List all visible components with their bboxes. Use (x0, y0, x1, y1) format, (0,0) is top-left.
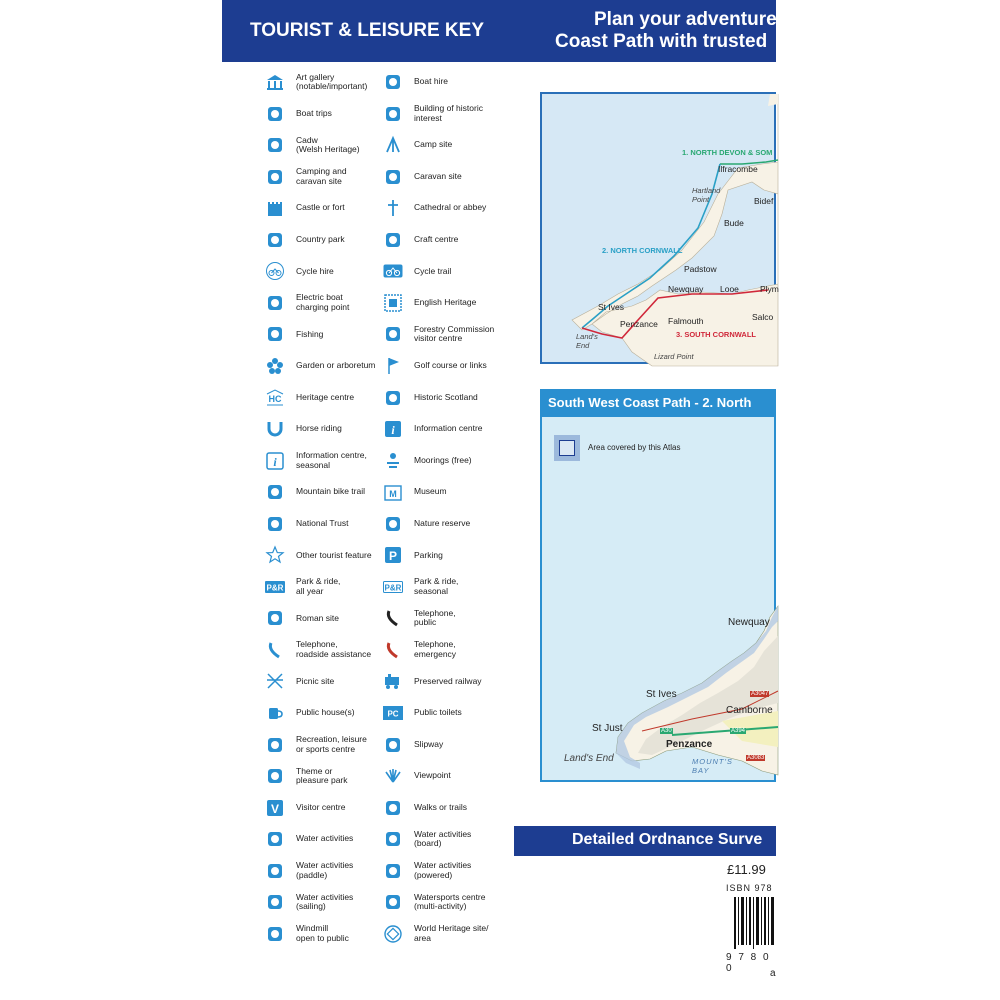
sailing-icon (264, 891, 286, 913)
key-item (264, 383, 354, 413)
key-item-label: Castle or fort (296, 202, 345, 213)
key-item (264, 730, 367, 760)
key-item (264, 319, 323, 349)
svg-text:V: V (270, 801, 280, 816)
barcode-number: 9 7 8 0 0 (726, 952, 771, 974)
key-item-label: Preserved railway (414, 675, 482, 686)
atlas-legend-label: Area covered by this Atlas (588, 443, 681, 452)
key-item-label: Water activities (powered) (414, 860, 472, 880)
key-item (382, 225, 458, 255)
water-board-icon (382, 828, 404, 850)
key-item (264, 446, 367, 476)
key-item-label: Heritage centre (296, 391, 355, 402)
key-item (382, 824, 471, 854)
railway-icon (382, 670, 404, 692)
cadw-icon (264, 134, 286, 156)
key-item-label: Visitor centre (296, 801, 346, 812)
key-item (382, 193, 486, 223)
paddle-icon (264, 860, 286, 882)
key-item (264, 99, 332, 129)
key-item (382, 288, 476, 318)
key-item (264, 67, 367, 97)
atlas-land (542, 391, 778, 784)
key-item-label: Theme or pleasure park (296, 765, 348, 786)
key-title: TOURIST & LEISURE KEY (222, 0, 512, 62)
svg-text:i: i (391, 423, 395, 438)
camp-site-icon (382, 134, 404, 156)
key-item-label: Cathedral or abbey (414, 202, 487, 213)
star-icon (264, 544, 286, 566)
headline-line-1: Plan your adventure (594, 9, 777, 30)
key-item (382, 383, 478, 413)
key-item-label: Picnic site (296, 675, 335, 686)
key-item-label: Water activities (board) (414, 828, 472, 849)
telephone-emergency-icon (382, 639, 404, 661)
key-item-label: Cadw (Welsh Heritage) (296, 134, 360, 155)
camping-caravan-icon (264, 166, 286, 188)
key-item (264, 509, 348, 539)
historic-scotland-icon (382, 387, 404, 409)
bottom-band-title: Detailed Ordnance Surve (514, 826, 776, 856)
atlas-coverage-map (540, 389, 776, 782)
key-item (264, 130, 360, 160)
place-label-italic: Land's End (576, 332, 598, 350)
castle-icon (264, 197, 286, 219)
english-heritage-icon (382, 292, 404, 314)
key-item (382, 572, 458, 602)
key-item (264, 540, 372, 570)
historic-building-icon (382, 103, 404, 125)
horse-riding-icon (264, 418, 286, 440)
region-label: 3. SOUTH CORNWALL (676, 330, 756, 339)
place-label-italic: Hartland Point (692, 186, 721, 204)
key-item-label: Public toilets (414, 707, 462, 718)
headline-line-2: Coast Path with trusted (555, 31, 768, 52)
key-item (264, 635, 371, 665)
key-item-label: Caravan site (414, 170, 462, 181)
key-item-label: Golf course or links (414, 360, 487, 371)
key-item-label: Park & ride, seasonal (414, 576, 459, 596)
key-item-label: Horse riding (296, 423, 342, 434)
svg-text:PC: PC (387, 709, 399, 719)
key-item-label: Garden or arboretum (296, 360, 376, 371)
place-label: Ilfracombe (718, 164, 758, 174)
key-item-label: Building of historic interest (414, 103, 483, 123)
key-item (264, 572, 340, 602)
key-item-label: Boat hire (414, 76, 449, 87)
place-label: Bude (724, 218, 744, 228)
world-heritage-icon (382, 923, 404, 945)
place-label: Bidef (754, 196, 774, 206)
page (222, 0, 779, 1000)
key-item-label: Park & ride, all year (296, 576, 341, 596)
key-item (264, 477, 365, 507)
key-item (382, 635, 456, 665)
atlas-place: Penzance (666, 739, 713, 750)
key-item-label: Mountain bike trail (296, 486, 365, 497)
watersports-icon (382, 891, 404, 913)
key-item (382, 130, 452, 160)
trailing-char: a (770, 968, 776, 979)
place-label-italic: Lizard Point (654, 352, 694, 361)
key-item (264, 225, 345, 255)
key-item (382, 414, 483, 444)
key-item-label: Windmill open to public (296, 923, 349, 943)
key-item (382, 887, 486, 917)
key-item (264, 603, 339, 633)
svg-text:P&R: P&R (266, 583, 284, 593)
key-item-label: Information centre (414, 423, 483, 434)
cathedral-icon (382, 197, 404, 219)
golf-icon (382, 355, 404, 377)
park-ride-icon (264, 576, 286, 598)
key-item-label: Forestry Commission visitor centre (414, 323, 495, 344)
place-label: Padstow (684, 264, 717, 274)
key-item-label: Camping and caravan site (296, 166, 347, 186)
key-item-label: Viewpoint (414, 770, 451, 781)
key-item-label: Country park (296, 234, 345, 244)
key-item-label: Cycle hire (296, 265, 334, 276)
mountain-bike-icon (264, 481, 286, 503)
key-item (382, 477, 447, 507)
key-item (382, 919, 488, 949)
windmill-icon (264, 923, 286, 945)
key-item (382, 730, 443, 760)
craft-centre-icon (382, 229, 404, 251)
atlas-title: South West Coast Path - 2. North (542, 391, 774, 417)
svg-text:P&R: P&R (384, 583, 402, 593)
key-item-label: Public house(s) (296, 707, 355, 718)
atlas-bay-label: MOUNT'S BAY (692, 757, 733, 775)
cycle-hire-icon (264, 260, 286, 282)
water-activities-icon (264, 828, 286, 850)
place-label: Looe (720, 284, 739, 294)
atlas-place: Camborne (726, 705, 773, 716)
key-item (382, 603, 456, 633)
walks-icon (382, 797, 404, 819)
key-item-label: Recreation, leisure or sports centre (296, 734, 367, 754)
key-item-label: Craft centre (414, 234, 459, 244)
key-item (264, 887, 353, 917)
place-label: St Ives (598, 302, 624, 312)
place-label: Newquay (668, 284, 704, 294)
key-item-label: National Trust (296, 517, 349, 528)
key-item-label: Museum (414, 486, 447, 497)
key-item-label: Parking (414, 549, 443, 560)
museum-icon (382, 481, 404, 503)
park-ride-seasonal-icon (382, 576, 404, 598)
key-item (382, 162, 462, 192)
key-item-label: Walks or trails (414, 801, 468, 812)
key-item (264, 793, 345, 823)
atlas-place: Land's End (564, 753, 614, 764)
key-item (264, 666, 334, 696)
place-label: Penzance (620, 319, 658, 329)
region-label: 1. NORTH DEVON & SOM (682, 148, 773, 157)
heritage-centre-icon (264, 387, 286, 409)
key-item (382, 67, 448, 97)
road-label: A30 (661, 728, 672, 734)
key-item (382, 793, 467, 823)
parking-icon (382, 544, 404, 566)
key-item-label: Slipway (414, 738, 444, 749)
key-item (382, 351, 487, 381)
key-item (382, 446, 472, 476)
atlas-place: Newquay (728, 617, 770, 628)
key-item (264, 351, 375, 381)
key-item-label: English Heritage (414, 297, 477, 308)
forestry-icon (382, 323, 404, 345)
key-item-label: Watersports centre (multi-activity) (414, 891, 486, 912)
svg-text:M: M (389, 489, 397, 500)
electric-boat-icon (264, 292, 286, 314)
svg-text:HC: HC (268, 393, 282, 404)
slipway-icon (382, 734, 404, 756)
key-item (382, 698, 462, 728)
key-item-label: Historic Scotland (414, 391, 478, 402)
key-item-label: Other tourist feature (296, 549, 372, 560)
fishing-icon (264, 323, 286, 345)
cycle-trail-icon (382, 260, 404, 282)
key-item (382, 256, 451, 286)
atlas-place: St Just (592, 723, 623, 734)
national-trust-icon (264, 513, 286, 535)
garden-icon (264, 355, 286, 377)
key-item (382, 540, 443, 570)
theme-park-icon (264, 765, 286, 787)
key-item (264, 256, 334, 286)
telephone-public-icon (382, 607, 404, 629)
nature-reserve-icon (382, 513, 404, 535)
key-item (264, 856, 353, 886)
key-item-label: Water activities (296, 833, 354, 844)
key-item-label: Telephone, roadside assistance (296, 639, 372, 659)
powered-icon (382, 860, 404, 882)
key-item (382, 761, 451, 791)
key-item (264, 824, 353, 854)
roman-site-icon (264, 607, 286, 629)
road-label: A3047 (751, 691, 769, 697)
region-label: 2. NORTH CORNWALL (602, 246, 683, 255)
boat-hire-icon (382, 71, 404, 93)
key-item (264, 919, 349, 949)
key-item (382, 856, 471, 886)
key-item-label: Boat trips (296, 107, 332, 118)
place-label: Falmouth (668, 316, 704, 326)
overview-map (540, 92, 779, 364)
road-label: A3083 (747, 755, 765, 761)
picnic-icon (264, 670, 286, 692)
svg-text:P: P (388, 549, 398, 564)
key-item (264, 193, 345, 223)
key-item-label: World Heritage site/ area (414, 923, 489, 943)
boat-trips-icon (264, 103, 286, 125)
pub-icon (264, 702, 286, 724)
key-item-label: Information centre, seasonal (296, 450, 367, 470)
svg-text:i: i (273, 454, 277, 469)
telephone-roadside-icon (264, 639, 286, 661)
key-item (264, 162, 347, 192)
key-item (264, 414, 342, 444)
key-item (264, 761, 348, 791)
isbn: ISBN 978 (726, 883, 773, 893)
key-item-label: Water activities (sailing) (296, 891, 354, 912)
recreation-icon (264, 734, 286, 756)
atlas-place: St Ives (646, 689, 677, 700)
key-item-label: Cycle trail (414, 265, 452, 276)
viewpoint-icon (382, 765, 404, 787)
key-item-label: Telephone, emergency (414, 639, 457, 659)
overview-map-land (542, 94, 778, 366)
key-item (264, 698, 355, 728)
cover-headline (512, 0, 776, 62)
key-item-label: Nature reserve (414, 517, 471, 528)
barcode (734, 897, 776, 949)
place-label: Plym (760, 284, 779, 294)
key-item-label: Art gallery (notable/important) (296, 71, 368, 91)
place-label: Salco (752, 312, 774, 322)
price: £11.99 (727, 862, 766, 877)
key-item-label: Electric boat charging point (296, 292, 350, 312)
toilets-icon (382, 702, 404, 724)
key-item (382, 666, 482, 696)
key-item (382, 509, 470, 539)
information-seasonal-icon (264, 450, 286, 472)
visitor-centre-icon (264, 797, 286, 819)
key-item-label: Telephone, public (414, 607, 456, 628)
key-item-label: Fishing (296, 328, 324, 339)
key-item-label: Moorings (free) (414, 454, 472, 465)
caravan-icon (382, 166, 404, 188)
moorings-icon (382, 450, 404, 472)
key-item (382, 99, 483, 129)
key-item-label: Water activities (paddle) (296, 860, 354, 880)
key-item (264, 288, 349, 318)
country-park-icon (264, 229, 286, 251)
information-icon (382, 418, 404, 440)
road-label: A394 (731, 728, 746, 734)
key-item-label: Camp site (414, 139, 453, 150)
art-gallery-icon (264, 71, 286, 93)
key-item-label: Roman site (296, 612, 339, 623)
key-item (382, 319, 494, 349)
